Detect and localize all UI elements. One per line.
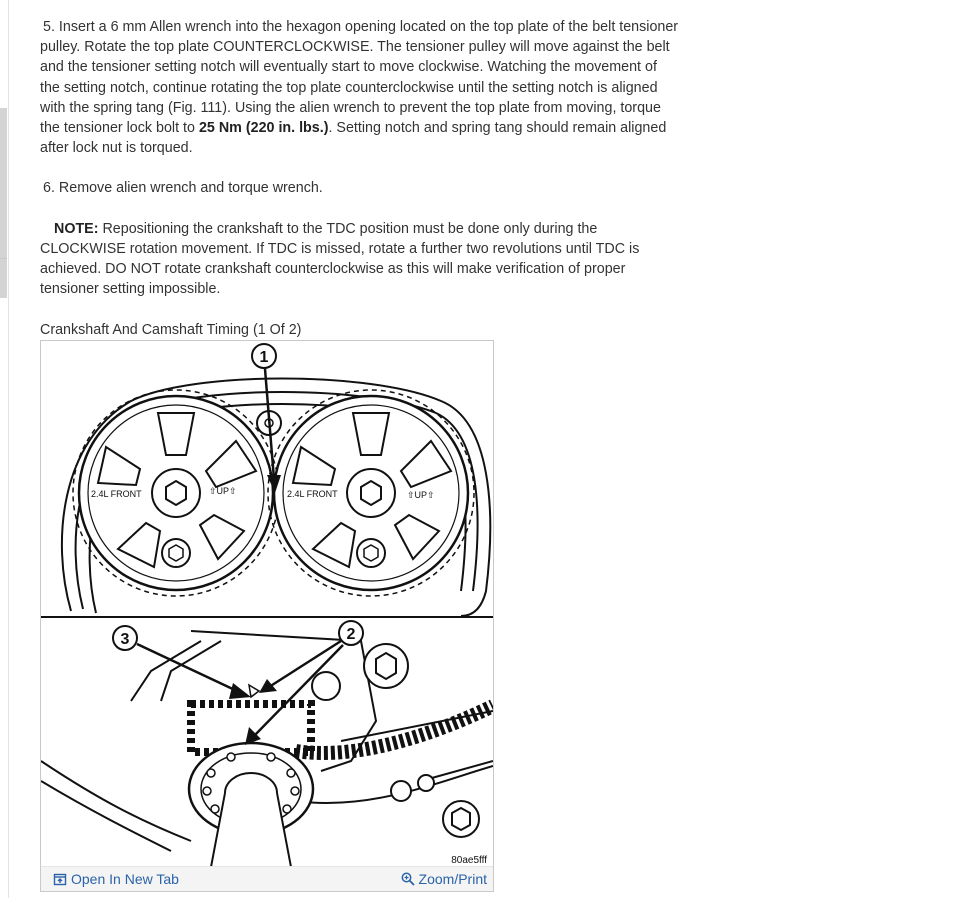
scroll-thumb[interactable]	[0, 108, 7, 298]
open-new-tab-link[interactable]	[53, 871, 179, 887]
right-sprocket-label: 2.4L FRONT	[287, 489, 338, 499]
zoom-print-link[interactable]	[401, 871, 487, 887]
torque-spec: 25 Nm (220 in. lbs.)	[198, 120, 329, 137]
zoom-print-label[interactable]: Zoom/Print	[418, 871, 487, 887]
note-label: NOTE:	[54, 220, 99, 237]
step-6	[40, 178, 680, 198]
rail-divider	[0, 258, 7, 259]
step-5-text-a: Insert a 6 mm Allen wrench into the hexagon opening located on the top plate of the belt tensioner pulley. Rotate the top plate COUNTERCLOCKWISE. The tensioner pulley will move against the belt and the tensioner setting notch will eventually start to move clockwise. Watching the movement of the setting notch, continue rotating the top plate counterclockwise until the setting notch is aligned with the spring tang (Fig. 111). Using the alien wrench to prevent the top plate from moving, torque the tensioner lock bolt to	[40, 19, 679, 137]
step-6-text: Remove alien wrench and torque wrench.	[58, 180, 323, 197]
svg-text:2: 2	[346, 626, 356, 643]
right-sprocket-up: ⇧UP⇧	[407, 490, 435, 500]
left-scroll-rail[interactable]	[0, 0, 9, 898]
note-block	[40, 219, 680, 300]
image-code: 80ae5fff	[451, 855, 487, 866]
open-new-tab-label[interactable]: Open In New Tab	[71, 871, 179, 887]
figure-container	[40, 340, 494, 892]
svg-text:3: 3	[120, 631, 130, 648]
article-content	[40, 17, 680, 338]
step-5	[40, 17, 680, 158]
step-6-number: 6.	[43, 180, 55, 197]
open-external-icon	[53, 872, 67, 886]
step-5-text-b: . Setting notch and spring tang should remain aligned after lock nut is torqued.	[40, 120, 667, 157]
left-sprocket-up: ⇧UP⇧	[209, 486, 237, 496]
note-text: Repositioning the crankshaft to the TDC position must be done only during the CLOCKWISE rotation movement. If TDC is missed, rotate a further two revolutions until TDC is achieved. DO NOT rotate crankshaft counterclockwise as this will make verification of proper tensioner setting impossible.	[40, 220, 640, 298]
svg-text:1: 1	[259, 349, 269, 366]
timing-illustration[interactable]	[41, 341, 493, 867]
left-sprocket-label: 2.4L FRONT	[91, 489, 142, 499]
figure-footer	[41, 866, 493, 891]
magnifier-zoom-icon	[401, 872, 415, 886]
figure-caption: Crankshaft And Camshaft Timing (1 Of 2)	[40, 322, 302, 338]
step-5-number: 5.	[43, 19, 55, 35]
